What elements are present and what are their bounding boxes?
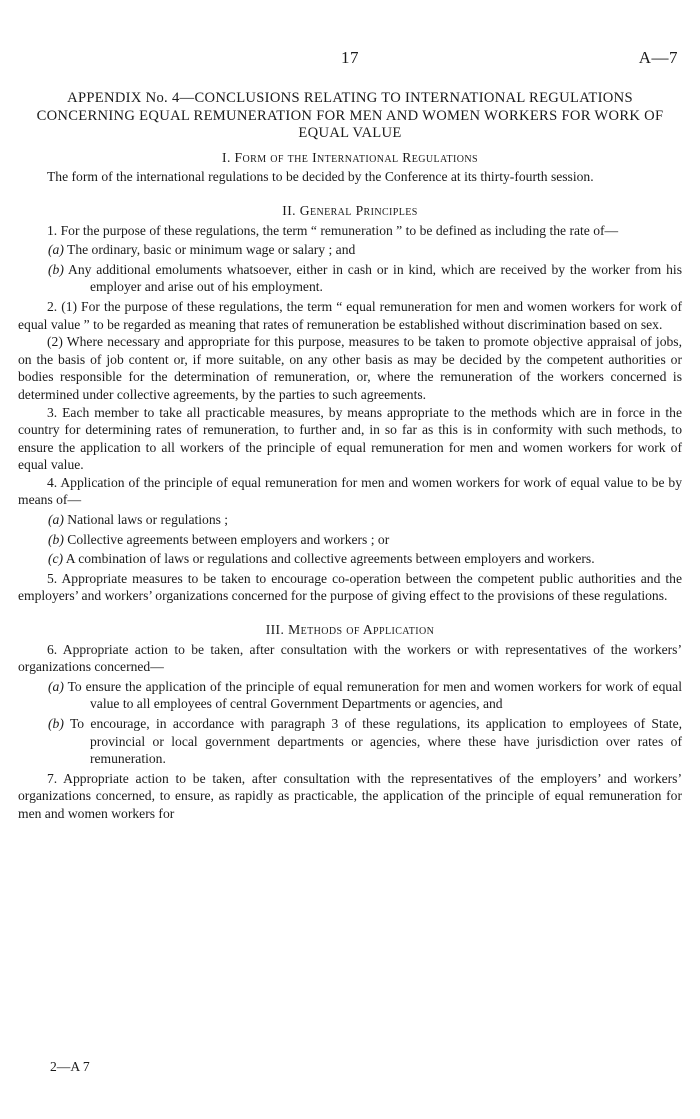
paragraph-7: 7. Appropriate action to be taken, after consultation with the representatives of the employers’ and workers’ organizations concerned, to ensure, as rapidly as practicable, the application of the principle of equal remuneration for men and women workers for bbox=[18, 770, 682, 821]
item-text: The ordinary, basic or minimum wage or salary ; and bbox=[67, 242, 356, 258]
list-item bbox=[18, 261, 682, 296]
paragraph-4: 4. Application of the principle of equal remuneration for men and women workers for work of equal value to be by means of— bbox=[18, 474, 682, 508]
section-heading-methods: III. Methods of Application bbox=[265, 622, 435, 638]
item-marker: (a) bbox=[48, 242, 64, 258]
printer-signature: 2—A 7 bbox=[50, 1059, 90, 1074]
item-text: A combination of laws or regulations and collective agreements between employers and workers. bbox=[65, 551, 595, 567]
item-marker: (a) bbox=[48, 512, 64, 528]
section-heading-principles: II. General Principles bbox=[282, 202, 418, 218]
list-item bbox=[18, 550, 682, 568]
list-item bbox=[18, 531, 682, 549]
item-marker: (b) bbox=[48, 716, 64, 731]
item-text: To encourage, in accordance with paragraph 3 of these regulations, its application to employees of State, provincial or local government departments or agencies, where these have jurisdiction over rates of remuneration. bbox=[69, 716, 682, 767]
page-reference: A—7 bbox=[638, 48, 678, 67]
paragraph-2-1: 2. (1) For the purpose of these regulations, the term “ equal remuneration for men and women workers for work of equal value ” to be regarded as meaning that rates of remuneration be established without discrimination based on sex. bbox=[18, 298, 682, 332]
list-item bbox=[18, 678, 682, 713]
item-marker: (a) bbox=[48, 678, 64, 694]
paragraph-2-2: (2) Where necessary and appropriate for this purpose, measures to be taken to promote objective appraisal of jobs, on the basis of job content or, if more suitable, on any other basis as may be decided by the competent authorities or bodies responsible for the determination of remuneration, or, where the remuneration of the workers concerned is determined under collective agreements, by the parties to such agreements. bbox=[18, 334, 682, 402]
item-marker: (b) bbox=[48, 531, 64, 547]
item-text: Collective agreements between employers and workers ; or bbox=[67, 531, 390, 547]
item-marker: (c) bbox=[48, 551, 64, 567]
section-heading-form: I. Form of the International Regulations bbox=[222, 149, 478, 165]
paragraph-form: The form of the international regulations to be decided by the Conference at its thirty-fourth session. bbox=[47, 169, 594, 185]
item-marker: (b) bbox=[48, 261, 64, 277]
list-item bbox=[18, 715, 682, 768]
item-text: To ensure the application of the principle of equal remuneration for men and women workers for work of equal value to all employees of central Government Departments or agencies, and bbox=[67, 678, 682, 712]
document-body bbox=[18, 48, 682, 823]
item-text: National laws or regulations ; bbox=[67, 512, 229, 528]
paragraph-6: 6. Appropriate action to be taken, after consultation with the workers or with representatives of the workers’ organizations concerned— bbox=[18, 641, 682, 675]
list-item bbox=[18, 511, 682, 529]
paragraph-5: 5. Appropriate measures to be taken to encourage co-operation between the competent public authorities and the employers’ and workers’ organizations concerned for the purpose of giving effect to the provisions of these regulations. bbox=[18, 570, 682, 604]
list-item bbox=[18, 241, 682, 259]
paragraph-3: 3. Each member to take all practicable measures, by means appropriate to the methods which are in force in the country for determining rates of remuneration, to further and, in so far as this is in conformity with such methods, to ensure the application to all workers of the principle of equal remuneration for men and women workers for work of equal value. bbox=[18, 404, 682, 473]
item-text: Any additional emoluments whatsoever, either in cash or in kind, which are received by the worker from his employer and arise out of his employment. bbox=[68, 261, 682, 295]
paragraph-1: 1. For the purpose of these regulations, the term “ remuneration ” to be defined as including the rate of— bbox=[47, 222, 619, 238]
appendix-title: APPENDIX No. 4—CONCLUSIONS RELATING TO INTERNATIONAL REGULATIONS CONCERNING EQUAL REMUNERATION FOR MEN AND WOMEN WORKERS FOR WORK OF EQUAL VALUE bbox=[36, 90, 664, 142]
page-number: 17 bbox=[341, 48, 359, 67]
